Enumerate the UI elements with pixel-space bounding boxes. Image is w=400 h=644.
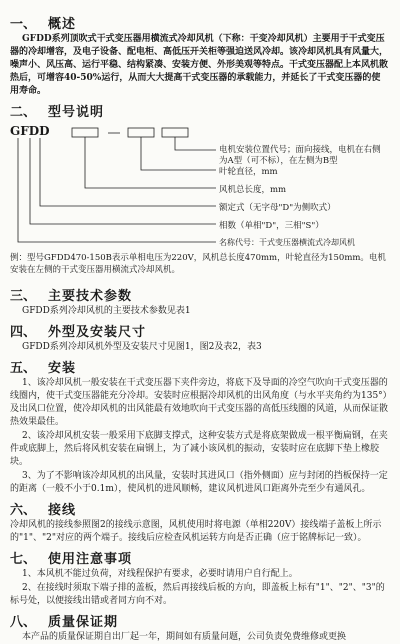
section-title: 质量保证期: [48, 615, 119, 630]
section-number: 五、: [10, 361, 37, 376]
warranty-paragraph: 本产品的质量保证期自出厂起一年，期间如有质量问题，公司负责免费维修或更换: [22, 632, 347, 642]
section-number: 三、: [10, 289, 37, 304]
dimensions-paragraph: GFDD系列冷却风机外型及安装尺寸见图1，图2及表2，表3: [22, 342, 262, 352]
wiring-paragraph: 冷却风机的接线参照图2的接线示意图，风机使用时将电源（单相220V）接线端子盖板上所示的"1"、"2"对应的两个端子。接线后应检查风机运转方向是否正确（应于铭牌标记一致）。: [10, 520, 382, 543]
section-title: 概述: [48, 17, 77, 32]
section-title: 外型及安装尺寸: [48, 325, 147, 340]
install-paragraph-3: 3、为了不影响该冷却风机的出风量，安装时其进风口（指外侧面）应与封闭的挡板保持一定的距离（一般不小于0.1m），使风机的进风顺畅，建议风机进风口距离外壳至少有通风孔。: [10, 471, 388, 494]
model-code-diagram: [10, 122, 388, 282]
caution-item-2: 2、在接线时须取下端子排的盖板，然后再接线后板的方向，即盖板上标有"1"、"2"、"3"的标号处，以便接线出错或者同方向不对。: [10, 583, 385, 606]
install-paragraph-1: 1、该冷却风机一般安装在干式变压器下夹件旁边，将底下及导面的冷空气吹向干式变压器的线圈内，使干式变压器能充分冷却。安装时应根据冷却风机的出风角度（与水平夹角约为135°）及出风口位置，使冷却风机的出风能最有效地吹向干式变压器的高低压线圈的风道，从而保证散热效果最佳。: [10, 378, 389, 427]
section-number: 四、: [10, 325, 37, 340]
tech-params-paragraph: GFDD系列冷却风机的主要技术参数见表1: [22, 306, 191, 316]
model-label-impeller-diameter: 叶轮直径，mm: [219, 167, 278, 177]
section-heading-1: [10, 13, 388, 32]
section-number: 七、: [10, 552, 37, 567]
section-heading-8: [10, 611, 388, 630]
section-title: 使用注意事项: [48, 552, 133, 567]
model-label-name-code: 名称代号：干式变压器横流式冷却风机: [219, 238, 355, 247]
install-paragraph-2: 2、该冷却风机安装一般采用下底脚支撑式，这种安装方式是将底架做成一根平衡扁钢，在夹件或底脚上，然后将风机安装在扁钢上，为了减小该风机的振动，安装时应在底脚下垫上橡胶块。: [10, 431, 388, 467]
section-heading-7: [10, 548, 388, 567]
section-title: 接线: [48, 503, 77, 518]
section-heading-5: [10, 357, 388, 376]
section-heading-3: [10, 285, 388, 304]
overview-paragraph: GFDD系列顶吹式干式变压器用横流式冷却风机（下称：干变冷却风机）主要用于干式变压器的冷却增容，及电子设备、配电柜、高低压开关柜等强迫送风冷却。该冷却风机具有风量大，噪声小、风压高、运行平稳、结构紧凑、安装方便、外形美观等特点。干式变压器配上本风机散热后，可增容40-50%运行，从而大大提高干式变压器的承载能力，并延长了干式变压器的使用寿命。: [10, 34, 389, 96]
section-heading-6: [10, 499, 388, 518]
section-heading-4: [10, 321, 388, 340]
model-label-blowing-type: 额定式（无字母"D"为侧吹式）: [219, 203, 336, 213]
model-label-phase: 相数（单相"D"，三相"S"）: [219, 221, 324, 231]
model-example: 例：型号GFDD470-150B表示单相电压为220V，风机总长度470mm，叶轮直径为150mm。电机安装在左侧的干式变压器用横流式冷却风机。: [10, 253, 386, 275]
section-number: 二、: [10, 105, 37, 120]
section-number: 一、: [10, 17, 37, 32]
model-label-motor-position: 电机安装位置代号；面向接线，电机在右侧为A型（可不标），在左侧为B型: [219, 145, 381, 166]
model-label-fan-length: 风机总长度，mm: [219, 185, 287, 195]
caution-item-1: 1、本风机不能过负荷，对线程保护有要求，必要时请用户自行配上。: [22, 569, 298, 579]
section-title: 安装: [48, 361, 77, 376]
model-code-prefix: GFDD: [10, 124, 50, 138]
section-title: 主要技术参数: [48, 289, 133, 304]
section-number: 六、: [10, 503, 37, 518]
section-heading-2: [10, 101, 388, 120]
section-number: 八、: [10, 615, 37, 630]
section-title: 型号说明: [48, 105, 105, 120]
